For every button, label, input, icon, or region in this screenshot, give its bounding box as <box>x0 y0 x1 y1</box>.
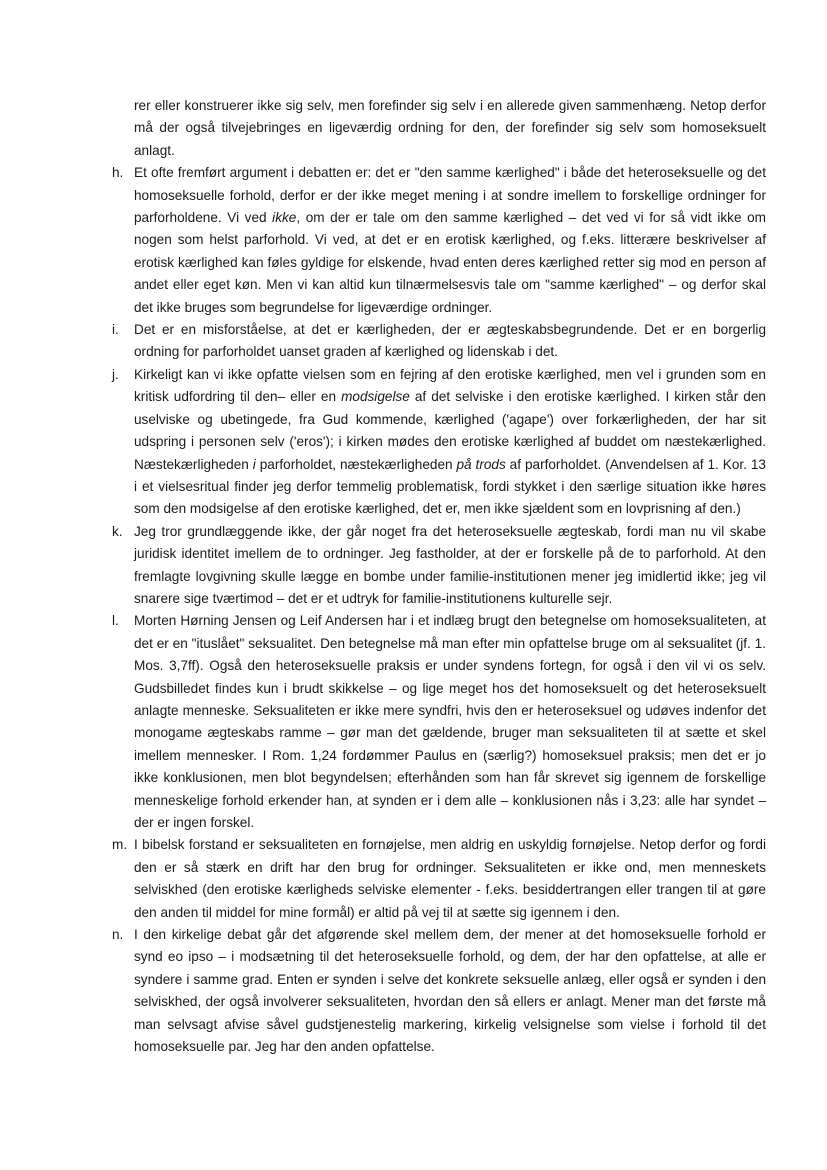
list-item-text: Kirkeligt kan vi ikke opfatte vielsen som en fejring af den erotiske kærlighed, men vel i grunden som en kritisk udfordring til den– eller en modsigelse af det selviske i den erotiske kærlighed. I kirken står den uselviske og ubetingede, fra Gud kommende, kærlighed ('agape') over forkærligheden, der har sit udspring i personen selv ('eros'); i kirken mødes den erotiske kærlighed af buddet om næstekærlighed. Næstekærligheden i parforholdet, næstekærligheden på trods af parforholdet. (Anvendelsen af 1. Kor. 13 i et vielsesritual finder jeg derfor temmelig problematisk, fordi stykket i den særlige situation ikke høres som den modsigelse af den erotiske kærlighed, det er, men ikke sjældent som en lovprisning af den.) <box>134 366 766 517</box>
list-marker: h. <box>112 165 124 181</box>
continuation-paragraph: rer eller konstruerer ikke sig selv, men forefinder sig selv i en allerede given sammenhæng. Netop derfor må der også tilvejebringes en ligeværdig ordning for den, der forefinder sig selv som homoseksuelt anlagt. <box>134 98 766 158</box>
list-item-text: I bibelsk forstand er seksualiteten en fornøjelse, men aldrig en uskyldig fornøjelse. Netop derfor og fordi den er så stærk en drift har den brug for ordninger. Seksualiteten er ikke ond, men menneskets selviskhed (den erotiske kærligheds selviske elementer - f.eks. besiddertrangen eller trangen til at gøre den anden til middel for mine formål) er altid på vej til at sætte sig igennem i den. <box>134 837 766 920</box>
list-marker: n. <box>112 927 124 943</box>
list-item-m <box>112 834 766 924</box>
list-item-text: Det er en misforståelse, at det er kærligheden, der er ægteskabsbegrundende. Det er en borgerlig ordning for parforholdet uanset graden af kærlighed og lidenskab i det. <box>134 322 766 360</box>
list-item-h <box>112 162 766 319</box>
list-item-j <box>112 364 766 521</box>
list-marker: m. <box>112 837 128 853</box>
list-item-n <box>112 924 766 1058</box>
list-item-text: Et ofte fremført argument i debatten er: det er "den samme kærlighed" i både det heteroseksuelle og det homoseksuelle forhold, derfor er der ikke meget mening i at sondre imellem to forskellige ordninger for parforholdene. Vi ved ikke, om der er tale om den samme kærlighed – det ved vi for så vidt ikke om nogen som helst parforhold. Vi ved, at det er en erotisk kærlighed, og f.eks. litterære beskrivelser af erotisk kærlighed kan føles gyldige for elskende, hvad enten deres kærlighed retter sig mod en person af andet eller eget køn. Men vi kan altid kun tilnærmelsesvis tale om "samme kærlighed" – og derfor skal det ikke bruges som begrundelse for ligeværdige ordninger. <box>134 165 766 315</box>
document-body <box>112 95 766 1058</box>
list-marker: j. <box>112 366 119 382</box>
list-item-k <box>112 521 766 611</box>
list-marker: l. <box>112 613 119 629</box>
list-marker: i. <box>112 322 119 338</box>
list-item-text: Jeg tror grundlæggende ikke, der går noget fra det heteroseksuelle ægteskab, fordi man nu vil skabe juridisk identitet imellem de to ordninger. Jeg fastholder, at der er forskelle på de to parforhold. At den fremlagte lovgivning skulle lægge en bombe under familie-institutionen mener jeg imidlertid ikke; jeg vil snarere sige tværtimod – det er et udtryk for familie-institutionens kulturelle sejr. <box>134 523 766 606</box>
list-item-text: I den kirkelige debat går det afgørende skel mellem dem, der mener at det homoseksuelle forhold er synd eo ipso – i modsætning til det heteroseksuelle forhold, og dem, der har den opfattelse, at alle er syndere i samme grad. Enten er synden i selve det konkrete seksuelle anlæg, eller også er synden i den selviskhed, der også involverer seksualiteten, hvordan den så ellers er anlagt. Mener man det første må man selvsagt afvise såvel gudstjenestelig markering, kirkelig velsignelse som vielse i forhold til det homoseksuelle par. Jeg har den anden opfattelse. <box>134 927 766 1055</box>
list-item-l <box>112 610 766 834</box>
list-item-text: Morten Hørning Jensen og Leif Andersen har i et indlæg brugt den betegnelse om homoseksualiteten, at det er en "ituslået" seksualitet. Den betegnelse må man efter min opfattelse bruge om al seksualitet (jf. 1. Mos. 3,7ff). Også den heteroseksuelle praksis er under syndens fortegn, for også i den vil vi os selv. Gudsbilledet findes kun i brudt skikkelse – og lige meget hos det homoseksuelt og det heteroseksuelt anlagte menneske. Seksualiteten er ikke mere syndfri, hvis den er heteroseksuel og udøves indenfor det monogame ægteskabs ramme – gør man det gældende, bruger man seksualiteten til at sætte et skel imellem mennesker. I Rom. 1,24 fordømmer Paulus en (særlig?) homoseksuel praksis; men det er jo ikke konklusionen, men blot begyndelsen; efterhånden som han får skrevet sig igennem de forskellige menneskelige forhold erkender han, at synden er i dem alle – konklusionen nås i 3,23: alle har syndet – der er ingen forskel. <box>134 613 766 830</box>
list-item-i <box>112 319 766 364</box>
list-marker: k. <box>112 523 123 539</box>
